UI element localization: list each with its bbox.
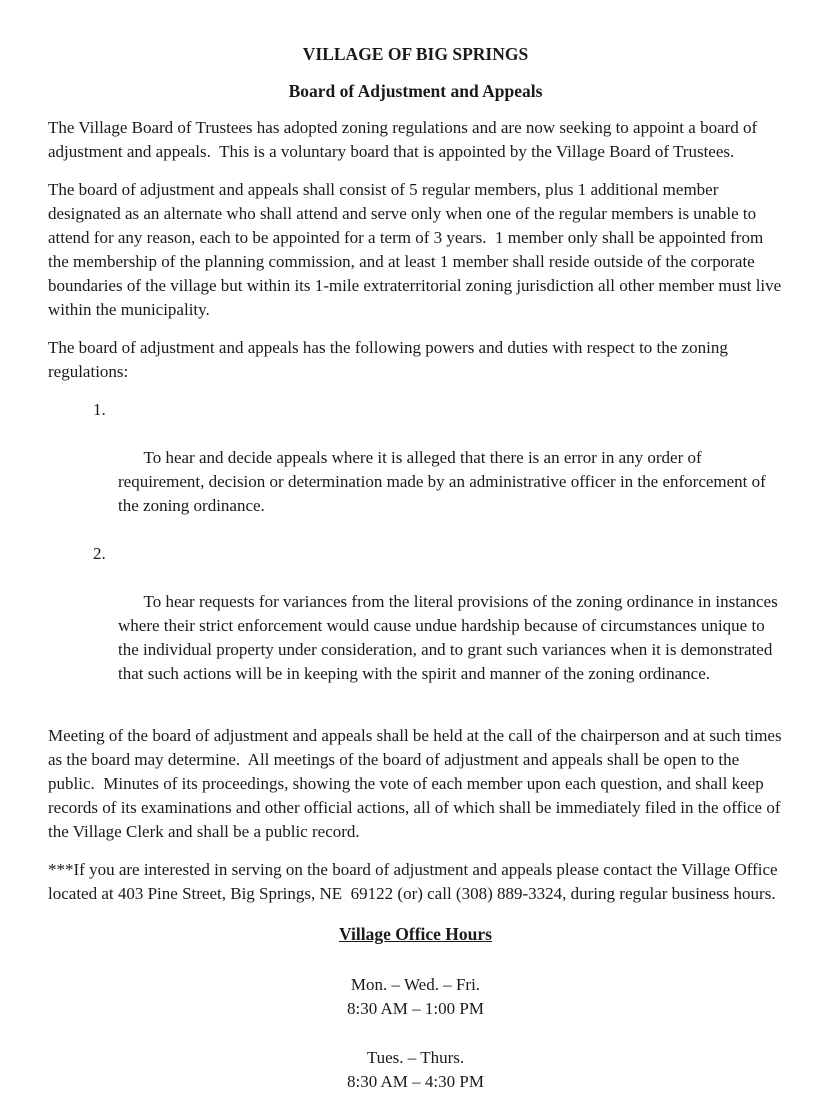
paragraph-meetings: Meeting of the board of adjustment and appeals shall be held at the call of the chairperson and at such times as the board may determine. All meetings of the board of adjustment and appeals shall be open to the public. Minutes of its proceedings, showing the vote of each member upon each question, and shall keep records of its examinations and other official actions, all of which shall be immediately filed in the office of the Village Clerk and shall be a public record.: [48, 726, 786, 841]
list-item-text: To hear and decide appeals where it is alleged that there is an error in any order of requirement, decision or determination made by an administrative officer in the enforcement of the zoning ordinance.: [118, 448, 771, 515]
paragraph-intro: The Village Board of Trustees has adopted zoning regulations and are now seeking to appoint a board of adjustment and appeals. This is a voluntary board that is appointed by the Village Board of Trustees.: [48, 118, 762, 161]
list-item-number: 2.: [93, 544, 106, 563]
paragraph-powers-intro: The board of adjustment and appeals has the following powers and duties with respect to the zoning regulations:: [48, 338, 733, 381]
paragraph-board-composition: The board of adjustment and appeals shall consist of 5 regular members, plus 1 additional member designated as an alternate who shall attend and serve only when one of the regular members is unable to attend for any reason, each to be appointed for a term of 3 years. 1 member only shall be appointed from the membership of the planning commission, and at least 1 member shall reside outside of the corporate boundaries of the village but within its 1-mile extraterritorial zoning jurisdiction all other member must live within the municipality.: [48, 180, 786, 319]
schedule-days: Tues. – Thurs.: [366, 1048, 465, 1067]
schedule-mon-wed-fri: [48, 973, 783, 1021]
document-title: VILLAGE OF BIG SPRINGS: [302, 44, 529, 64]
list-item-number: 1.: [93, 400, 106, 419]
document-subtitle: Board of Adjustment and Appeals: [288, 81, 543, 101]
office-hours-heading: Village Office Hours: [339, 924, 492, 944]
schedule-time: 8:30 AM – 1:00 PM: [347, 999, 484, 1018]
schedule-tues-thurs: [48, 1046, 783, 1094]
list-item-variances: [93, 542, 783, 710]
duties-numbered-list: [48, 398, 783, 710]
list-item-appeals: [93, 398, 783, 542]
list-item-text: To hear requests for variances from the literal provisions of the zoning ordinance in instances where their strict enforcement would cause undue hardship because of circumstances unique to the individual property under consideration, and to grant such variances when it is demonstrated that such actions will be in keeping with the spirit and manner of the zoning ordinance.: [118, 592, 782, 683]
schedule-days: Mon. – Wed. – Fri.: [350, 975, 481, 994]
schedule-time: 8:30 AM – 4:30 PM: [347, 1072, 484, 1091]
paragraph-contact-info: ***If you are interested in serving on the board of adjustment and appeals please contact the Village Office located at 403 Pine Street, Big Springs, NE 69122 (or) call (308) 889-3324, during regular business hours.: [48, 860, 782, 903]
